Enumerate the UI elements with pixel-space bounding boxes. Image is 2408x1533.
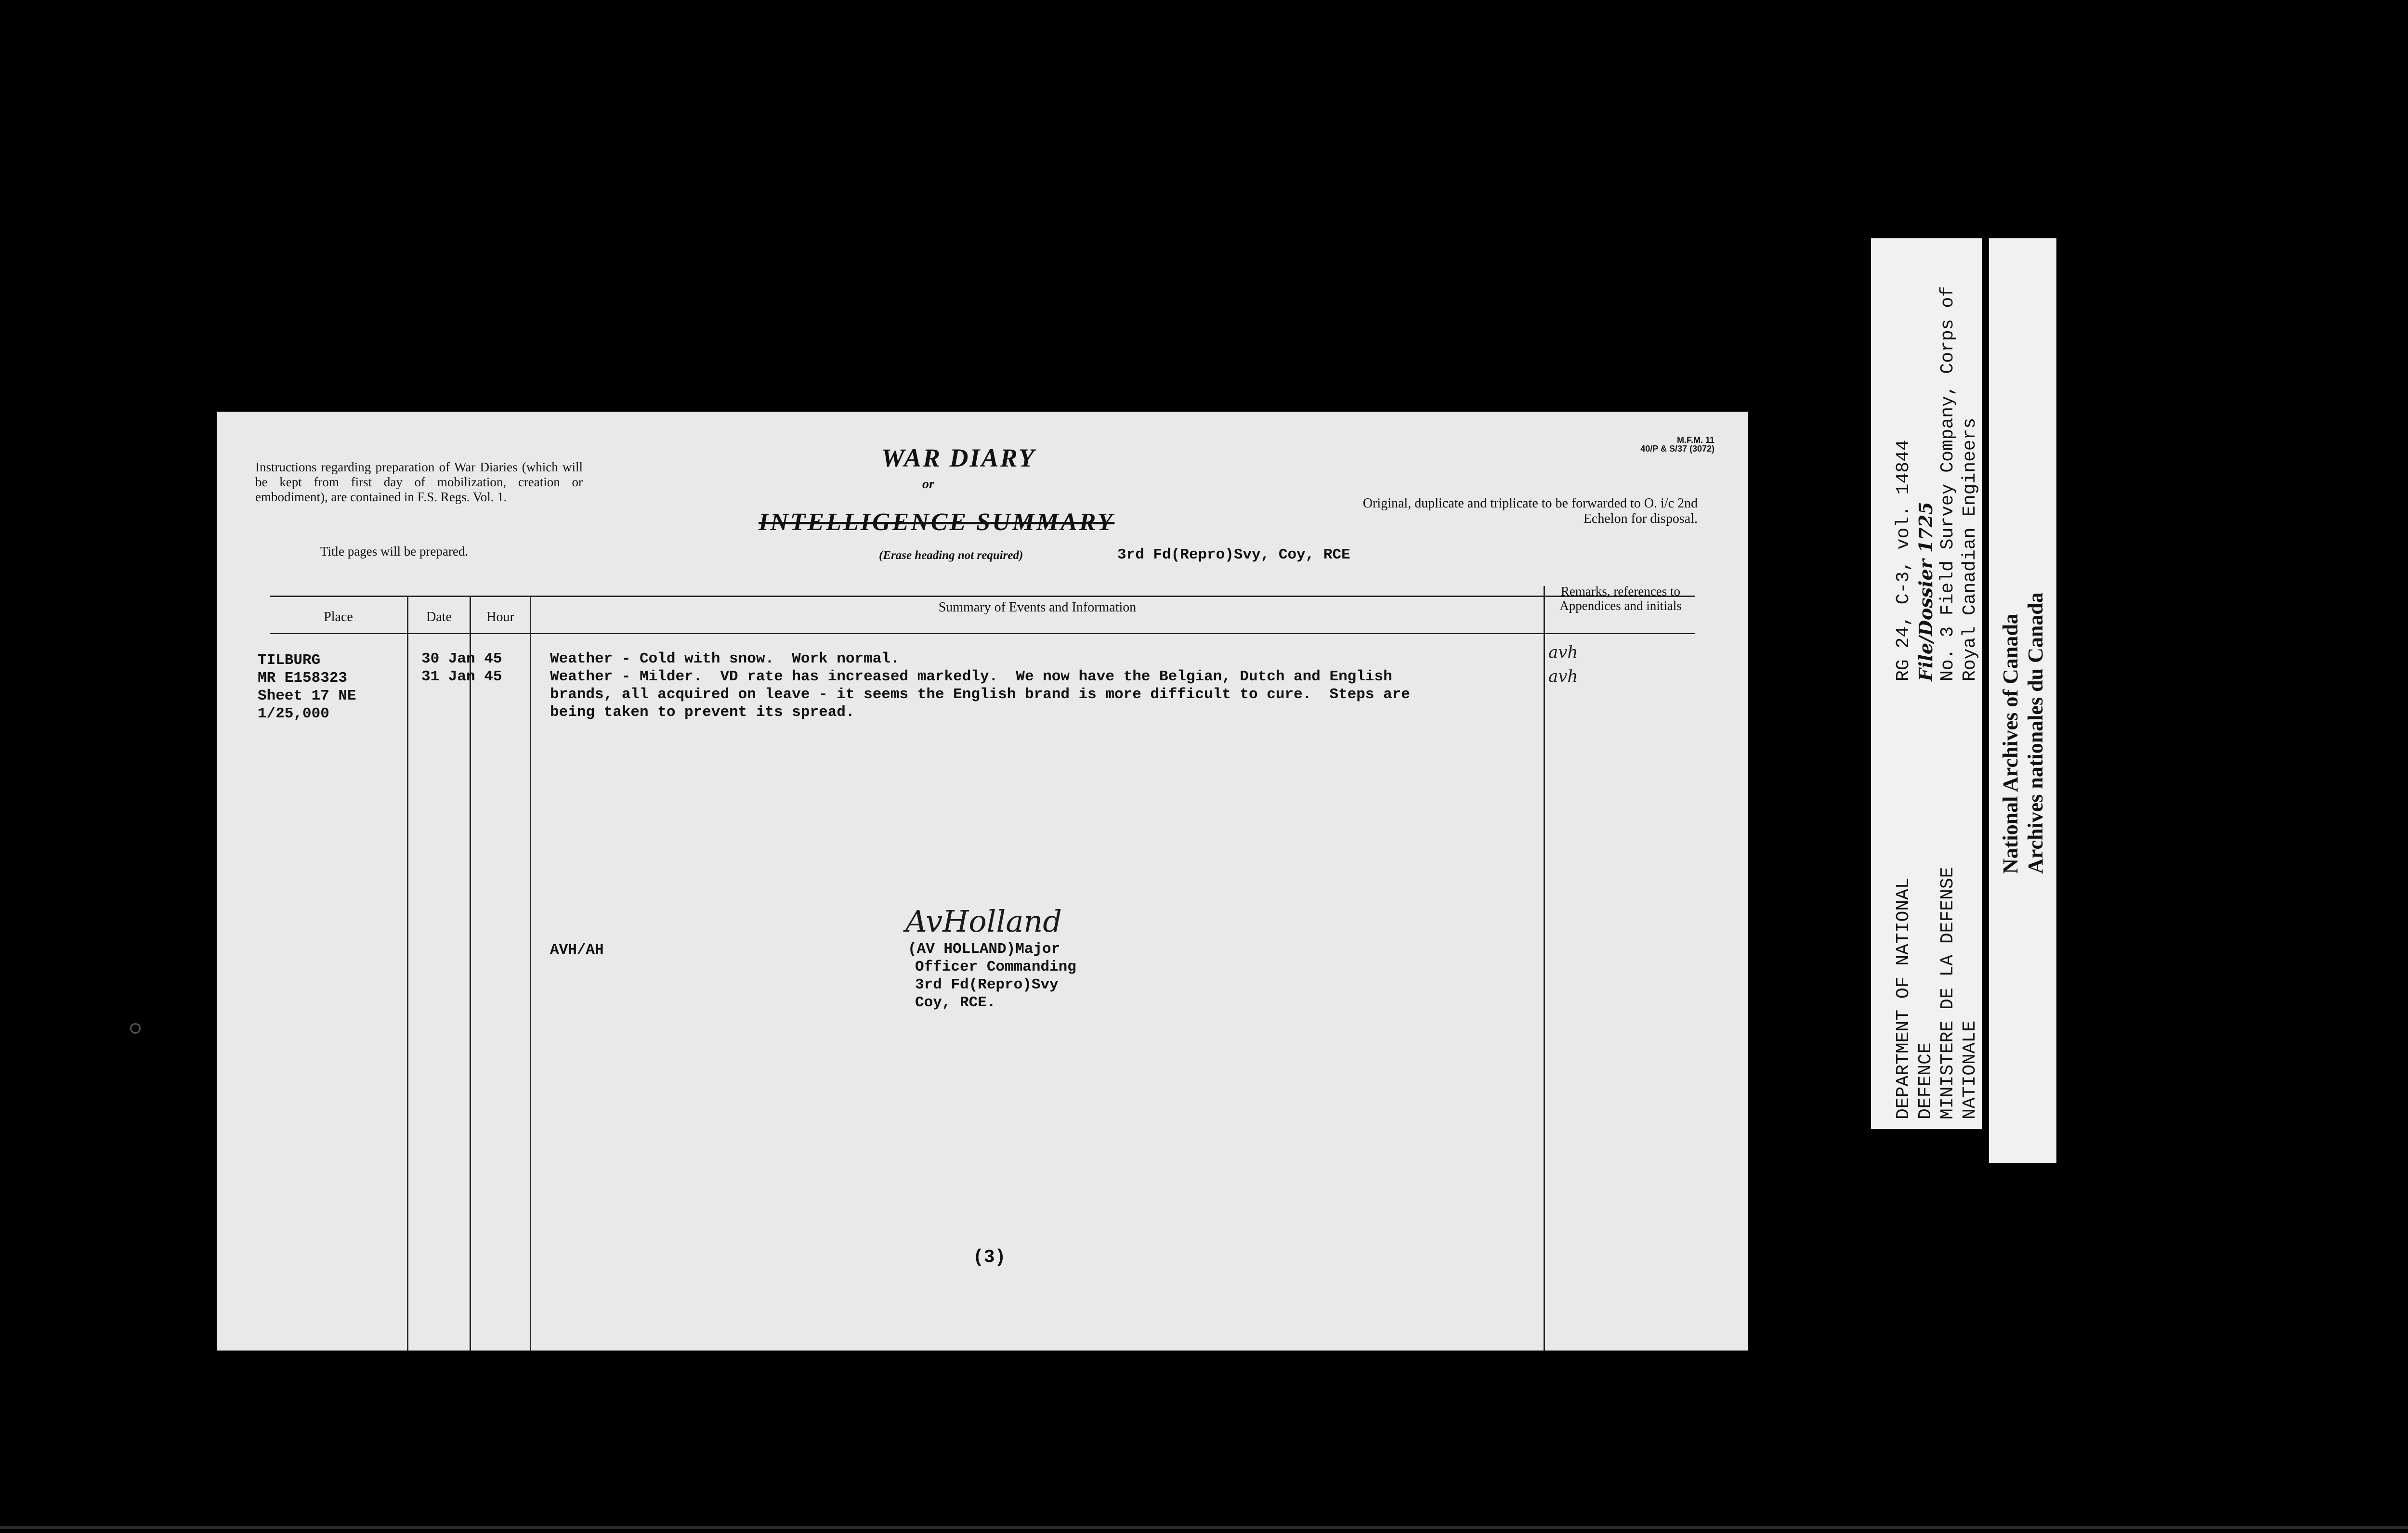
archives-name-fr: Archives nationales du Canada: [2024, 592, 2047, 874]
intelligence-summary-title: INTELLIGENCE SUMMARY: [759, 508, 1115, 536]
summary-line: Weather - Cold with snow. Work normal.: [550, 650, 900, 667]
instructions-text: Instructions regarding preparation of War Diaries (which will be kept from first day of mobilization, creation or embodiment), are contained in F.S. Regs. Vol. 1.: [255, 460, 583, 504]
column-divider-remarks: [1544, 586, 1545, 1351]
date-line: 30 Jan 45: [421, 650, 502, 667]
archive-reference-strip: [1871, 238, 1982, 1129]
place-line: MR E158323: [258, 670, 348, 687]
department-line: NATIONALE: [1960, 1020, 1980, 1119]
signature-line: Coy, RCE.: [915, 994, 996, 1011]
film-speck: [130, 1023, 141, 1034]
archives-name-en: National Archives of Canada: [1999, 613, 2022, 874]
column-divider-hour: [470, 596, 471, 1351]
signature-line: 3rd Fd(Repro)Svy: [915, 976, 1059, 993]
reference-initials: AVH/AH: [550, 942, 604, 959]
place-line: Sheet 17 NE: [258, 688, 356, 704]
film-edge: [0, 1526, 2408, 1529]
signature-line: (AV HOLLAND)Major: [908, 941, 1060, 958]
signature-line: Officer Commanding: [915, 959, 1076, 975]
department-line: DEPARTMENT OF NATIONAL: [1893, 878, 1914, 1119]
handwritten-initials: avh: [1548, 643, 1578, 662]
department-line: DEFENCE: [1915, 1042, 1936, 1119]
header-remarks: Remarks, references to Appendices and initials: [1559, 584, 1682, 613]
header-date: Date: [426, 610, 452, 624]
column-divider-date: [407, 596, 408, 1351]
column-divider-summary: [530, 596, 531, 1351]
unit-description: Royal Canadian Engineers: [1960, 417, 1980, 681]
handwritten-initials: avh: [1548, 667, 1578, 686]
war-diary-sheet: [217, 412, 1748, 1351]
or-label: or: [922, 477, 934, 492]
war-diary-title: WAR DIARY: [881, 443, 1036, 472]
national-archives-strip: [1989, 238, 2056, 1163]
unit-name: 3rd Fd(Repro)Svy, Coy, RCE: [1117, 546, 1350, 563]
page-number: (3): [973, 1247, 1006, 1268]
form-code: [1640, 436, 1714, 453]
header-place: Place: [324, 610, 353, 624]
archive-reference: RG 24, C-3, vol. 14844: [1893, 440, 1914, 681]
place-line: TILBURG: [258, 652, 321, 669]
summary-line: brands, all acquired on leave - it seems the English brand is more difficult to cure. Steps are: [550, 686, 1410, 703]
form-code-line2: 40/P & S/37 (3072): [1640, 444, 1714, 454]
summary-line: being taken to prevent its spread.: [550, 704, 855, 721]
date-line: 31 Jan 45: [421, 668, 502, 685]
unit-description: No. 3 Field Survey Company, Corps of: [1937, 286, 1958, 681]
title-pages-note: Title pages will be prepared.: [320, 544, 469, 559]
table-header-rule: [270, 633, 1695, 634]
form-code-line1: M.F.M. 11: [1676, 435, 1714, 445]
summary-line: Weather - Milder. VD rate has increased markedly. We now have the Belgian, Dutch and English: [550, 668, 1392, 685]
header-hour: Hour: [486, 610, 514, 624]
department-line: MINISTERE DE LA DEFENSE: [1937, 867, 1958, 1119]
header-summary: Summary of Events and Information: [938, 600, 1137, 615]
place-line: 1/25,000: [258, 705, 329, 722]
original-note: Original, duplicate and triplicate to be forwarded to O. i/c 2nd Echelon for disposal.: [1362, 496, 1698, 526]
erase-note: (Erase heading not required): [879, 549, 1023, 562]
table-top-rule: [270, 596, 1695, 597]
file-dossier: File/Dossier 1725: [1915, 502, 1937, 681]
handwritten-signature: AvHolland: [905, 904, 1062, 939]
